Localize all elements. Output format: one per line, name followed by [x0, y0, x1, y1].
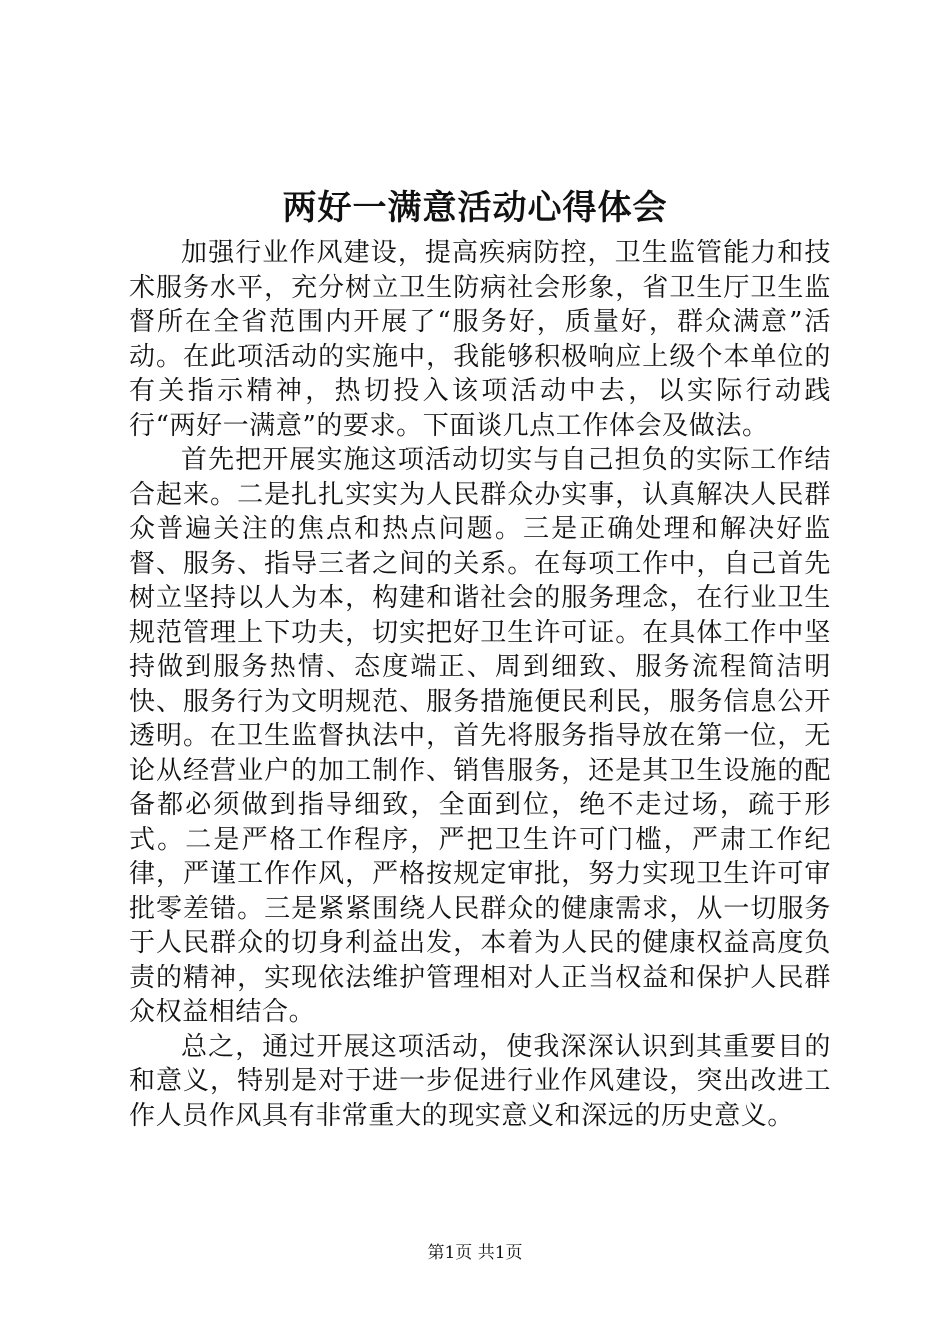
document-title: 两好一满意活动心得体会 [282, 188, 668, 228]
paragraph-1: 加强行业作风建设，提高疾病防控，卫生监管能力和技术服务水平，充分树立卫生防病社会形象，省卫生厅卫生监督所在全省范围内开展了“服务好，质量好，群众满意”活动。在此项活动的实施中，我能够积极响应上级个本单位的有关指示精神，热切投入该项活动中去，以实际行动践行“两好一满意”的要求。下面谈几点工作体会及做法。 [129, 238, 831, 441]
page-footer: 第1页 共1页 [427, 1243, 523, 1263]
paragraph-3: 总之，通过开展这项活动，使我深深认识到其重要目的和意义，特别是对于进一步促进行业作风建设，突出改进工作人员作风具有非常重大的现实意义和深远的历史意义。 [129, 1031, 831, 1131]
document-body [129, 236, 831, 1133]
paragraph-2: 首先把开展实施这项活动切实与自己担负的实际工作结合起来。二是扎扎实实为人民群众办实事，认真解决人民群众普遍关注的焦点和热点问题。三是正确处理和解决好监督、服务、指导三者之间的关系。在每项工作中，自己首先树立坚持以人为本，构建和谐社会的服务理念，在行业卫生规范管理上下功夫，切实把好卫生许可证。在具体工作中坚持做到服务热情、态度端正、周到细致、服务流程简洁明快、服务行为文明规范、服务措施便民利民，服务信息公开透明。在卫生监督执法中，首先将服务指导放在第一位，无论从经营业户的加工制作、销售服务，还是其卫生设施的配备都必须做到指导细致，全面到位，绝不走过场，疏于形式。二是严格工作程序，严把卫生许可门槛，严肃工作纪律，严谨工作作风，严格按规定审批，努力实现卫生许可审批零差错。三是紧紧围绕人民群众的健康需求，从一切服务于人民群众的切身利益出发，本着为人民的健康权益高度负责的精神，实现依法维护管理相对人正当权益和保护人民群众权益相结合。 [129, 445, 831, 1027]
